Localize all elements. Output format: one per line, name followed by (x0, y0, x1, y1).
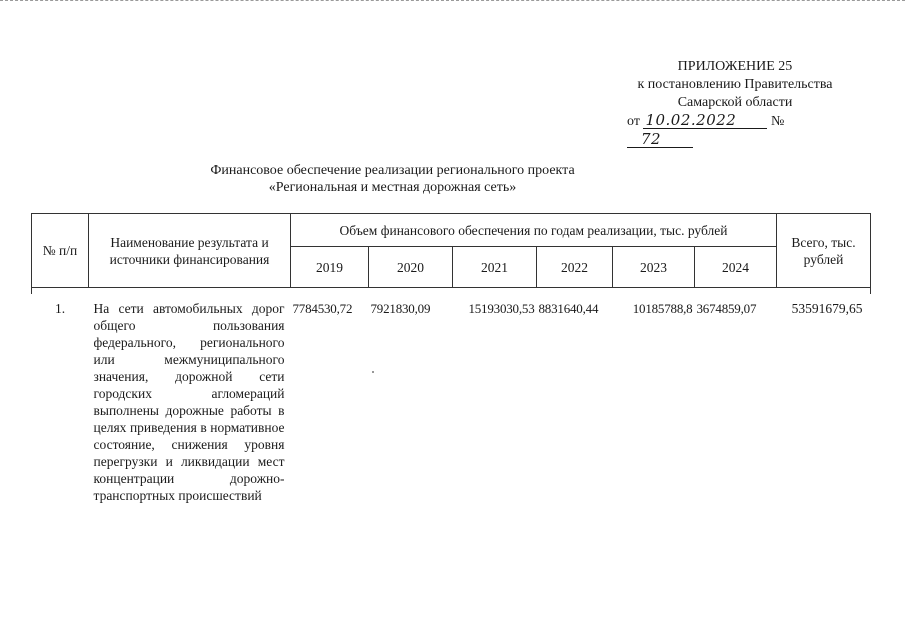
appendix-title: ПРИЛОЖЕНИЕ 25 (677, 59, 793, 74)
header-year: 2021 (453, 247, 537, 288)
row-value-2019: 7784530,72 (292, 301, 353, 316)
header-years-group: Объем финансового обеспечения по годам реализации, тыс. рублей (291, 214, 777, 247)
financing-table (31, 213, 871, 504)
header-name: Наименование результата и источники финансирования (89, 214, 291, 288)
row-value-2024: 3674859,07 (696, 301, 757, 316)
document-title-line-1: Финансовое обеспечение реализации регионального проекта (210, 163, 575, 178)
appendix-line-2: Самарской области (677, 95, 793, 110)
header-number: № п/п (32, 214, 89, 288)
row-value-2022: 8831640,44 (538, 301, 599, 316)
row-number: 1. (54, 301, 66, 316)
document-title-line-2: «Региональная и местная дорожная сеть» (268, 180, 517, 195)
row-name: На сети автомобильных дорог общего пользования федерального, регионального или межмуниципального значения, дорожной сети городских агломераций выполнены дорожные работы в целях приведения в нормативное состояние, снижения уровня перегрузки и ликвидации мест концентрации дорожно-транспортных происшествий (93, 301, 285, 503)
scan-speck (372, 371, 374, 373)
table-row (32, 294, 871, 504)
row-value-2021: 15193030,53 (468, 301, 535, 316)
row-value-2023: 10185788,8 (632, 301, 693, 316)
header-year: 2020 (369, 247, 453, 288)
appendix-sign-line (625, 112, 845, 150)
date-value: 10.02.2022 (643, 112, 767, 129)
header-year: 2023 (613, 247, 695, 288)
header-year: 2022 (537, 247, 613, 288)
top-border (0, 0, 905, 2)
number-value: 72 (627, 131, 693, 148)
number-prefix: № (770, 114, 785, 129)
appendix-line-1: к постановлению Правительства (637, 77, 833, 92)
date-prefix: от (627, 114, 640, 129)
header-year: 2024 (695, 247, 777, 288)
header-total: Всего, тыс. рублей (777, 214, 871, 288)
row-total: 53591679,65 (791, 301, 863, 316)
header-year: 2019 (291, 247, 369, 288)
row-value-2020: 7921830,09 (370, 301, 431, 316)
appendix-block (625, 58, 845, 150)
document-title (0, 162, 905, 196)
